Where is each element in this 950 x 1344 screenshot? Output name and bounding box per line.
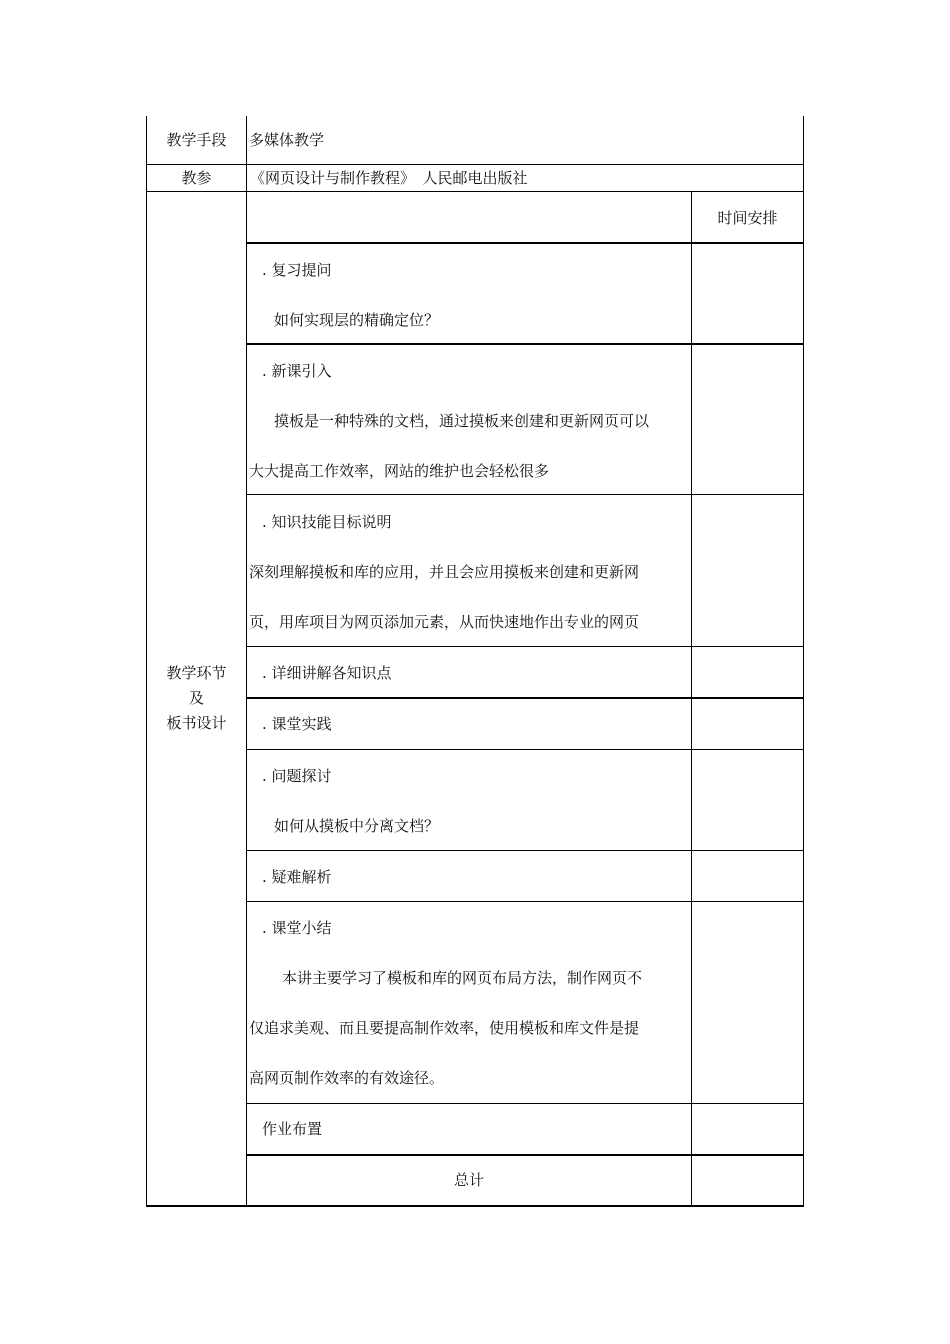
reference-value: 《网页设计与制作教程》 人民邮电出版社 [250, 169, 528, 187]
row-line-discussion [246, 850, 804, 851]
row-title-explain: . 详细讲解各知识点 [262, 664, 392, 682]
row-line-1 [146, 164, 804, 165]
row-title-intro: . 新课引入 [262, 362, 332, 380]
section-label-line3: 板书设计 [166, 714, 227, 732]
row-text-intro-1: 摸板是一种特殊的文档，通过摸板来创建和更新网页可以 [274, 412, 650, 430]
row-line-practice [246, 749, 804, 750]
teaching-method-value: 多媒体教学 [249, 131, 325, 149]
row-title-summary: . 课堂小结 [262, 919, 332, 937]
time-schedule-header: 时间安排 [717, 209, 778, 227]
row-title-difficulty: . 疑难解析 [262, 868, 332, 886]
table-border-left [146, 116, 147, 1206]
row-line-homework [246, 1154, 804, 1156]
row-line-goals [246, 646, 804, 647]
section-label-line2: 及 [188, 689, 204, 707]
row-text-goals-1: 深刻理解摸板和库的应用，并且会应用摸板来创建和更新网 [249, 563, 640, 581]
row-title-discussion: . 问题探讨 [262, 767, 332, 785]
table-border-right [803, 116, 804, 1206]
row-text-intro-2: 大大提高工作效率，网站的维护也会轻松很多 [249, 462, 550, 480]
row-title-review: . 复习提问 [262, 261, 332, 279]
reference-label: 教参 [181, 169, 212, 187]
table-border-bottom [146, 1205, 804, 1207]
section-label-line1: 教学环节 [166, 664, 227, 682]
row-text-review-1: 如何实现层的精确定位？ [274, 311, 440, 329]
row-line-summary [246, 1103, 804, 1104]
row-line-explain [246, 697, 804, 699]
row-title-practice: . 课堂实践 [262, 715, 332, 733]
row-text-summary-3: 高网页制作效率的有效途径。 [249, 1069, 445, 1087]
row-line-2 [146, 191, 804, 192]
row-line-difficulty [246, 901, 804, 902]
row-line-review [246, 343, 804, 345]
row-text-goals-2: 页，用库项目为网页添加元素，从而快速地作出专业的网页 [249, 613, 640, 631]
row-text-summary-1: 本讲主要学习了模板和库的网页布局方法，制作网页不 [282, 969, 643, 987]
row-title-homework: 作业布置 [262, 1120, 323, 1138]
row-line-header-bottom [246, 242, 804, 244]
teaching-method-label: 教学手段 [166, 131, 227, 149]
total-label: 总计 [453, 1171, 484, 1189]
row-line-intro [246, 494, 804, 495]
row-title-goals: . 知识技能目标说明 [262, 513, 392, 531]
column-divider-label [246, 116, 247, 1206]
row-text-discussion-1: 如何从摸板中分离文档？ [274, 817, 440, 835]
row-text-summary-2: 仅追求美观、而且要提高制作效率，使用模板和库文件是提 [249, 1019, 640, 1037]
